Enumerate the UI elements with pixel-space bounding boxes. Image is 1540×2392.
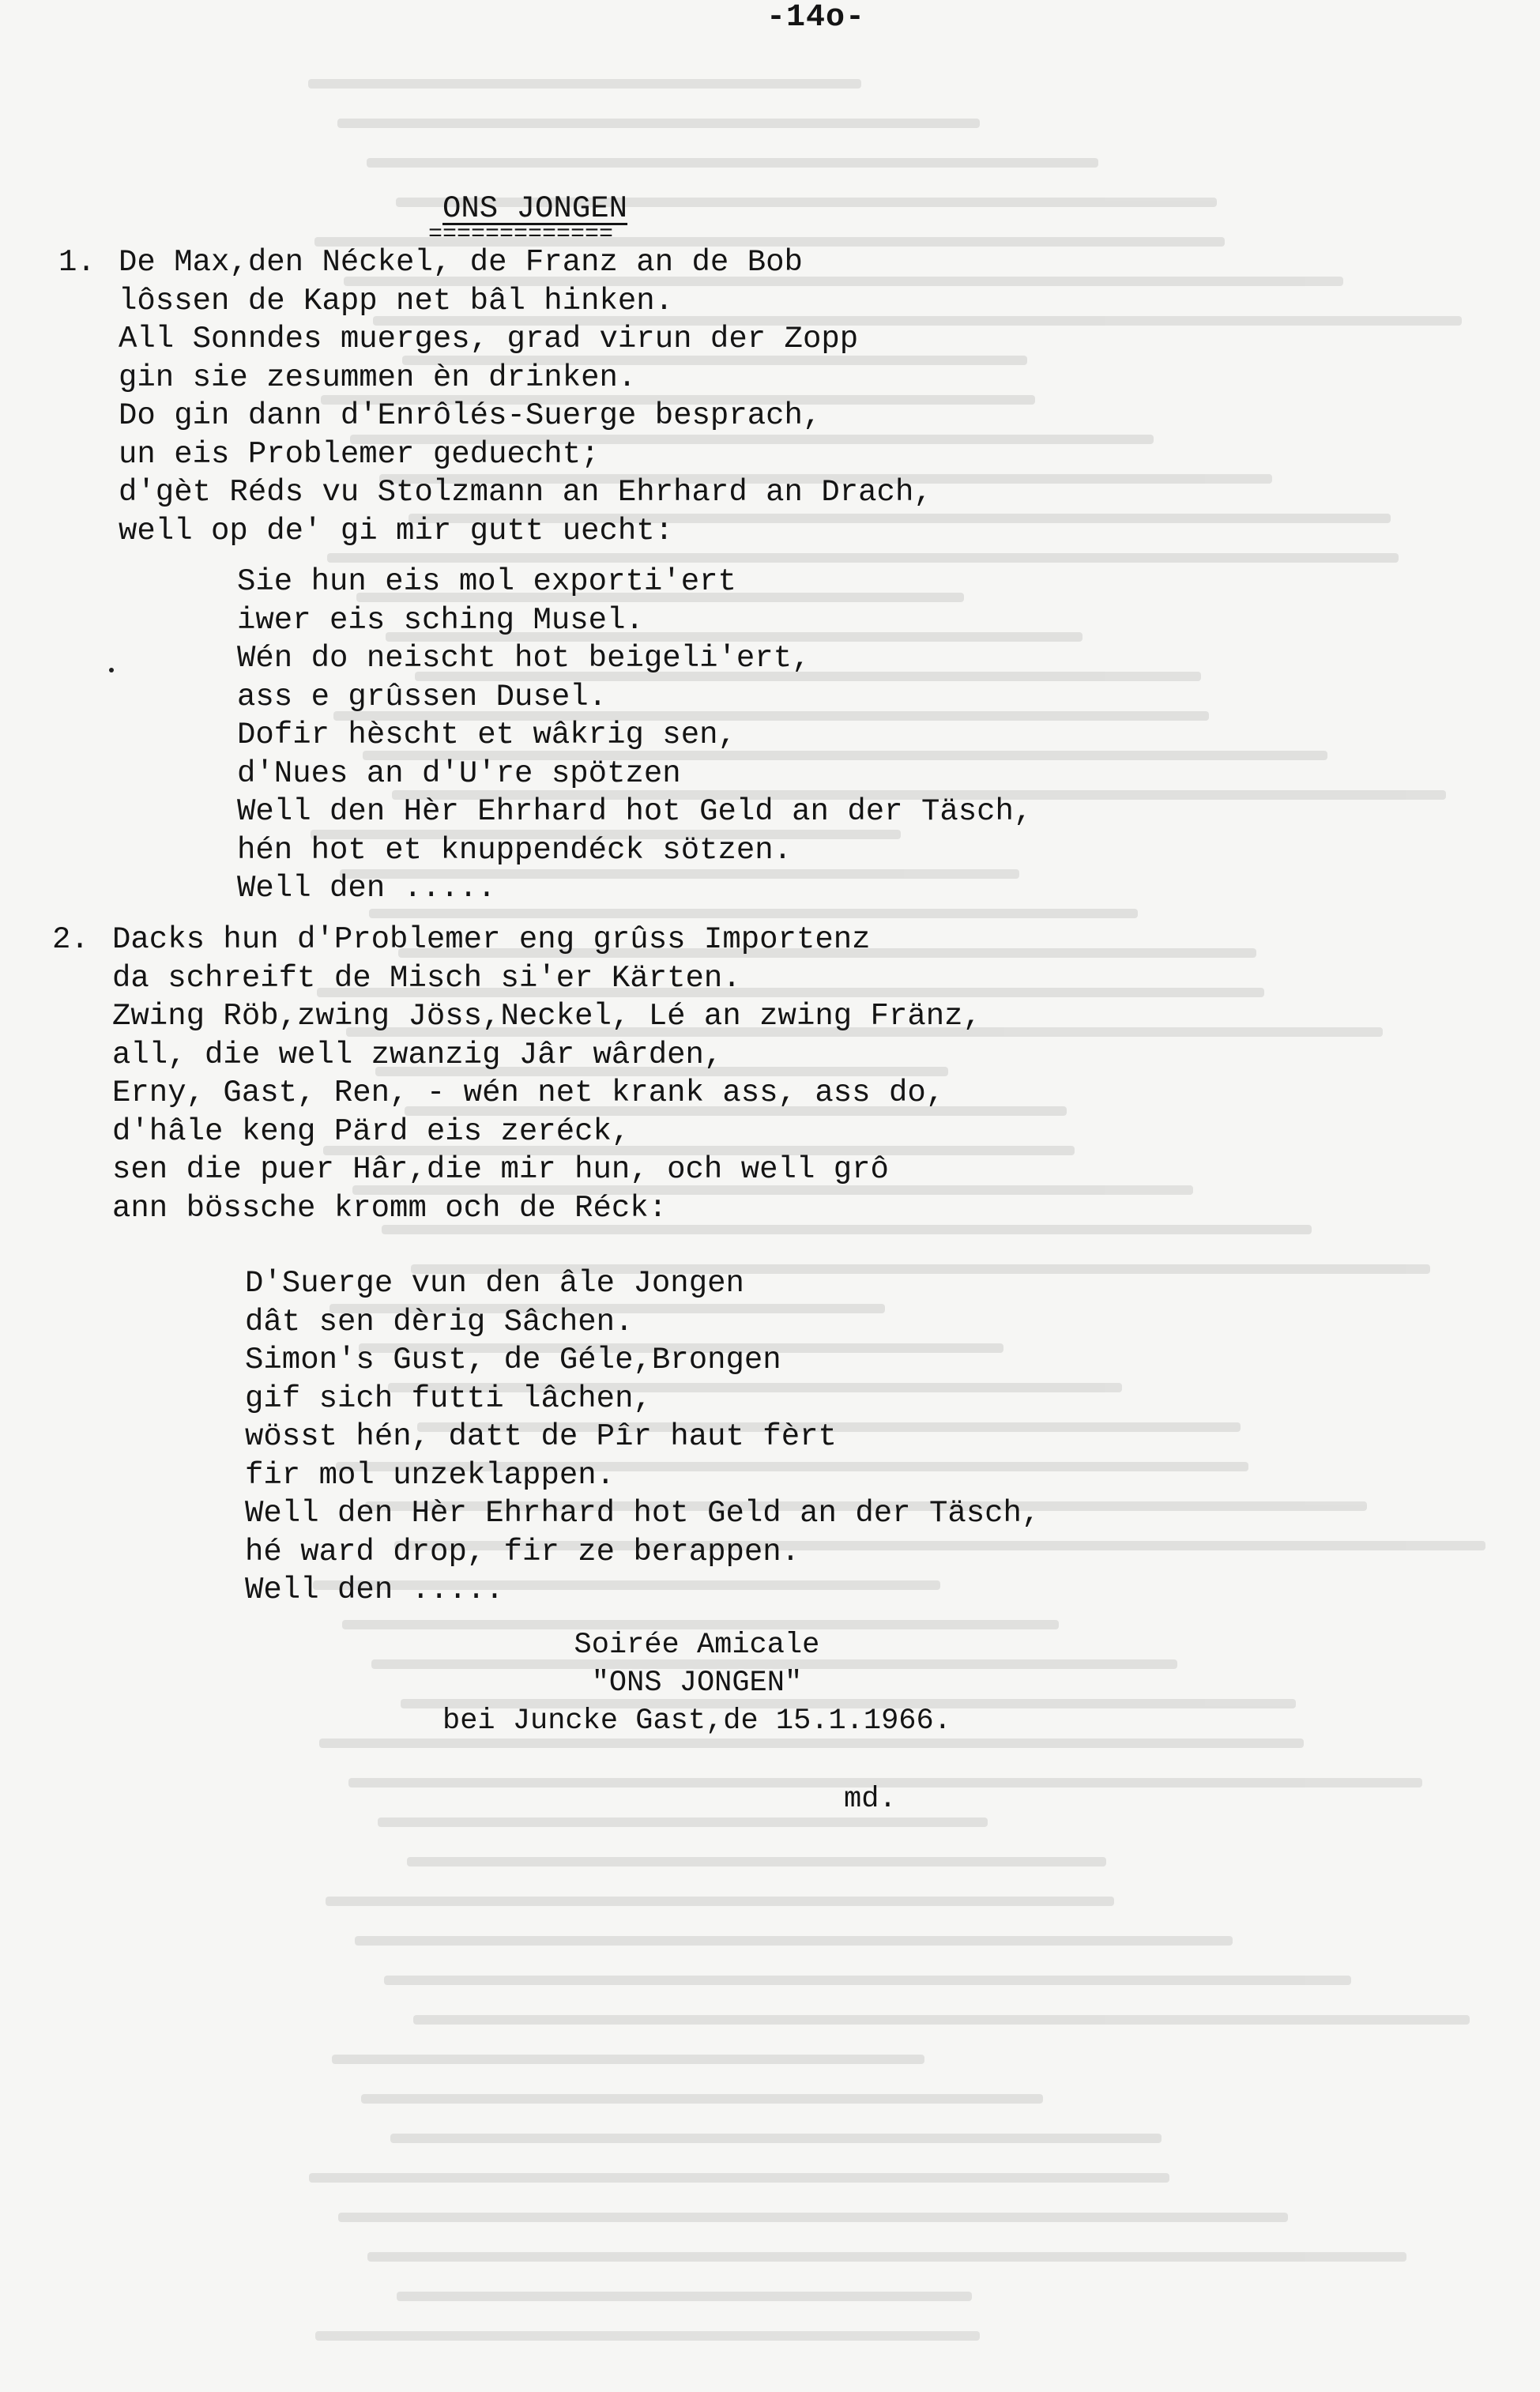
verse-line: all, die well zwanzig Jâr wârden, (112, 1037, 723, 1072)
verse-line: Zwing Röb,zwing Jöss,Neckel, Lé an zwing Fränz, (112, 999, 981, 1034)
poem-title: ONS JONGEN (442, 191, 628, 226)
refrain-line: Sie hun eis mol exporti'ert (237, 564, 736, 599)
refrain-line: D'Suerge vun den âle Jongen (245, 1266, 744, 1301)
refrain-line: Simon's Gust, de Géle,Brongen (245, 1343, 781, 1377)
refrain-line: Wén do neischt hot beigeli'ert, (237, 641, 811, 676)
bleed-through-line (309, 2173, 1169, 2183)
stanza-1 (58, 243, 932, 550)
stanza-2 (52, 921, 981, 1227)
bleed-through-line (338, 2213, 1288, 2222)
event-signature (442, 1626, 951, 1740)
refrain-line: fir mol unzeklappen. (245, 1457, 616, 1493)
verse-line: Erny, Gast, Ren, - wén net krank ass, ass do, (112, 1075, 945, 1110)
verse-line: lôssen de Kapp net bâl hinken. (119, 283, 674, 318)
signature-line: "ONS JONGEN" (591, 1667, 803, 1700)
verse-line: sen die puer Hâr,die mir hun, och well grô (112, 1152, 889, 1187)
refrain-line: gif sich futti lâchen, (245, 1381, 652, 1416)
bleed-through-line (308, 79, 861, 89)
refrain-line: ass e grûssen Dusel. (237, 679, 608, 714)
verse-line: De Max,den Néckel, de Franz an de Bob (119, 245, 803, 280)
signature-line: Soirée Amicale (574, 1629, 820, 1662)
signature-line: bei Juncke Gast,de 15.1.1966. (442, 1705, 951, 1738)
bleed-through-line (327, 553, 1399, 563)
bleed-through-line (315, 2331, 980, 2341)
verse-line: Dacks hun d'Problemer eng grûss Importenz (112, 922, 871, 957)
verse-line: d'hâle keng Pärd eis zeréck, (112, 1113, 631, 1149)
bleed-through-line (378, 1818, 988, 1827)
title-underline-rule: ============= (428, 221, 614, 248)
verse-line: All Sonndes muerges, grad virun der Zopp (119, 322, 859, 356)
refrain-line: Well den Hèr Ehrhard hot Geld an der Täsch, (237, 794, 1033, 829)
bleed-through-line (390, 2134, 1162, 2143)
author-initials: md. (844, 1783, 897, 1816)
refrain-line: hén hot et knuppendéck sötzen. (237, 832, 793, 868)
bleed-through-line (369, 909, 1138, 918)
verse-line: Do gin dann d'Enrôlés-Suerge besprach, (119, 398, 822, 433)
refrain-2 (245, 1264, 1040, 1610)
verse-line: gin sie zesummen èn drinken. (119, 360, 637, 395)
bleed-through-line (361, 2094, 1043, 2104)
bleed-through-line (397, 2292, 972, 2301)
refrain-line: wösst hén, datt de Pîr haut fèrt (245, 1419, 837, 1454)
refrain-line: Well den ..... (245, 1573, 504, 1607)
bleed-through-line (332, 2055, 924, 2064)
bleed-through-line (367, 2252, 1406, 2262)
bleed-through-line (355, 1936, 1233, 1946)
refrain-line: Well den Hèr Ehrhard hot Geld an der Täsch, (245, 1496, 1041, 1531)
refrain-line: d'Nues an d'U're spötzen (237, 755, 681, 791)
bleed-through-line (337, 119, 980, 128)
ink-speck (109, 668, 114, 672)
verse-line: well op de' gi mir gutt uecht: (119, 513, 674, 548)
bleed-through-line (407, 1857, 1106, 1867)
bleed-through-line (413, 2015, 1470, 2025)
stanza-number: 2. (52, 922, 89, 957)
refrain-line: Dofir hèscht et wâkrig sen, (237, 718, 736, 752)
refrain-line: Well den ..... (237, 871, 496, 906)
verse-line: ann bössche kromm och de Réck: (112, 1190, 668, 1226)
verse-line: da schreift de Misch si'er Kärten. (112, 960, 741, 996)
bleed-through-line (384, 1976, 1351, 1985)
refrain-line: iwer eis sching Musel. (237, 602, 644, 638)
page-number: -14o- (766, 0, 866, 36)
verse-line: un eis Problemer geduecht; (119, 436, 600, 472)
refrain-line: hé ward drop, fir ze berappen. (245, 1534, 800, 1569)
verse-line: d'gèt Réds vu Stolzmann an Ehrhard an Drach, (119, 475, 932, 510)
refrain-1 (237, 563, 1032, 908)
bleed-through-line (326, 1897, 1114, 1906)
bleed-through-line (367, 158, 1098, 168)
refrain-line: dât sen dèrig Sâchen. (245, 1304, 634, 1339)
stanza-number: 1. (58, 245, 96, 280)
